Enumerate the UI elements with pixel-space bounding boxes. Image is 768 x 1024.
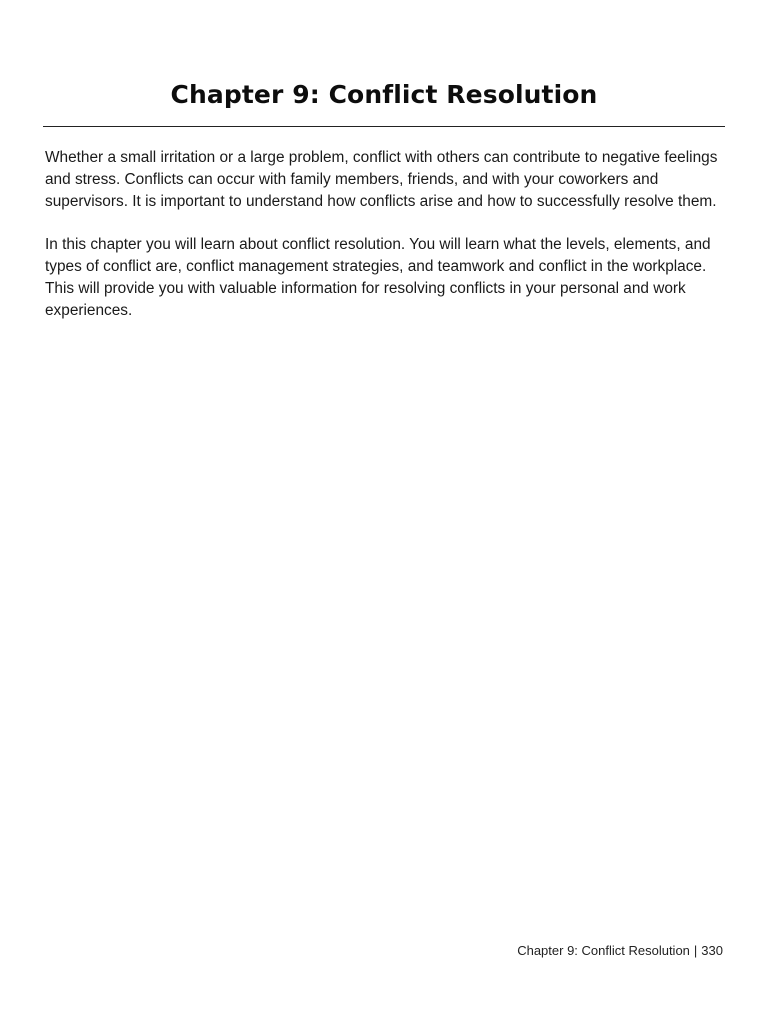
intro-paragraph-2: In this chapter you will learn about conflict resolution. You will learn what the levels, elements, and types of conflict are, conflict management strategies, and teamwork and conflict in the workplace. This will provide you with valuable information for resolving conflicts in your personal and work experiences.	[45, 236, 711, 319]
page-footer	[517, 941, 723, 961]
page-number: 330	[701, 943, 723, 958]
footer-separator: |	[693, 943, 698, 958]
chapter-intro	[45, 147, 735, 343]
footer-chapter-label: Chapter 9: Conflict Resolution	[517, 943, 690, 958]
title-divider	[43, 126, 725, 127]
chapter-title: Chapter 9: Conflict Resolution	[170, 79, 598, 109]
intro-paragraph-1: Whether a small irritation or a large problem, conflict with others can contribute to negative feelings and stress. Conflicts can occur with family members, friends, and with your coworkers and supervisors. It is important to understand how conflicts arise and how to successfully resolve them.	[45, 149, 718, 210]
